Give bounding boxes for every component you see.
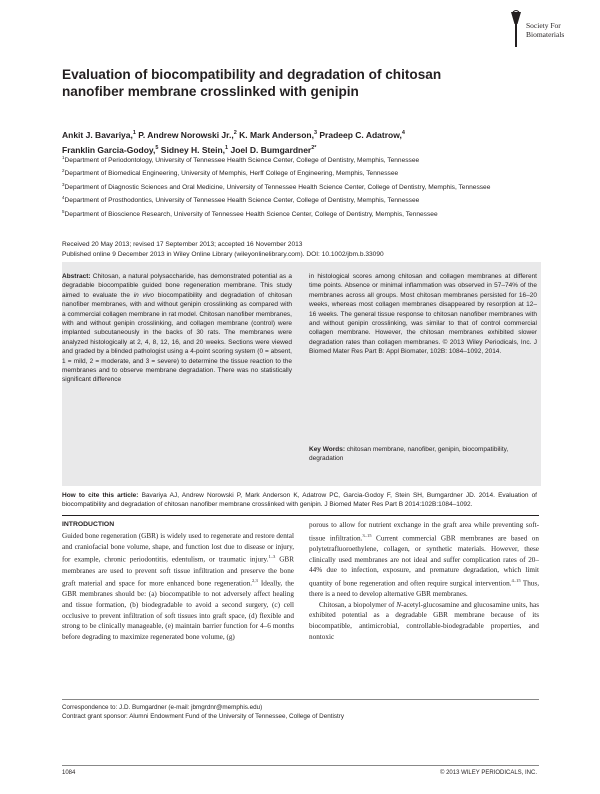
intro-text-a: Guided bone regeneration (GBR) is widely used to regenerate and restore dental and craniofacial bone volume, shape, and function lost due to disease or injury, for example, chronic periodontitis, edentulism, or traumatic injury. xyxy=(62,532,294,564)
author-name: Joel D. Bumgardner xyxy=(228,144,312,155)
ref-sup-b: 2,3 xyxy=(252,578,258,584)
affiliation-item xyxy=(62,193,532,206)
intro-text-c: Ideally, the GBR membranes should be: (a) biocompatible to not adversely affect healing and tissue formation, (b) biodegradable to avoid a second surgery, (c) cell occlusive to prevent infiltration of soft tissues into graft space, (d) flexible and strong to be clinically manageable, (e) maintain barrier function for 4–6 months before degrading to maximize regenerated bone volume, (g) xyxy=(62,579,294,642)
keywords xyxy=(309,445,537,464)
intro-column-1 xyxy=(62,531,294,643)
author-name: Pradeep C. Adatrow, xyxy=(317,129,402,140)
affiliation-item xyxy=(62,166,532,179)
correspondence-note xyxy=(62,703,537,721)
abstract-label: Abstract: xyxy=(62,273,91,280)
logo-line-2: Biomaterials xyxy=(526,29,565,39)
correspondence-line: Correspondence to: J.D. Bumgardner (e-mail: jbmgrdnr@memphis.edu) xyxy=(62,704,263,711)
received-dates: Received 20 May 2013; revised 17 September 2013; accepted 16 November 2013 xyxy=(62,241,303,248)
author-affiliation-sup: 2 xyxy=(233,130,237,136)
intro-text-g: Chitosan, a biopolymer of xyxy=(319,600,397,609)
author-affiliation-sup: 3 xyxy=(313,130,318,136)
copyright: © 2013 WILEY PERIODICALS, INC. xyxy=(440,770,538,776)
intro-text-h: -acetyl-glucosamine and glucosamine units, has exhibited potential as a degradable GBR membrane because of its biocompatible, antimicrobial, controllable-biodegradable properties, and nontoxic xyxy=(309,600,539,641)
grant-sponsor-line: Contract grant sponsor: Alumni Endowment Fund of the University of Tennessee, College of Dentistry xyxy=(62,713,344,720)
ref-sup-a: 1–3 xyxy=(268,554,276,560)
affiliation-item xyxy=(62,153,532,166)
author-affiliation-sup: 5 xyxy=(155,144,159,151)
ref-sup-c: 3–15 xyxy=(362,532,372,538)
citation xyxy=(62,491,537,510)
abstract-invivo: in vivo xyxy=(133,291,155,299)
author-name: Franklin Garcia-Godoy, xyxy=(62,144,156,155)
abstract-left-column xyxy=(62,272,292,385)
published-line: Published online 9 December 2013 in Wiley Online Library (wileyonlinelibrary.com). DOI: 10.1002/jbm.b.33090 xyxy=(62,250,384,258)
affiliation-sup: 5 xyxy=(62,208,65,214)
author-affiliation-sup: 1 xyxy=(132,130,136,136)
citation-divider xyxy=(62,515,539,516)
affiliation-text: Department of Biomedical Engineering, University of Memphis, Herff College of Engineering, Memphis, Tennessee xyxy=(64,170,399,178)
article-dates xyxy=(62,240,532,259)
citation-text: Bavariya AJ, Andrew Norowski P, Mark Anderson K, Adatrow PC, Garcia-Godoy F, Stein SH, Bumgardner JD. 2014. Evaluation of biocompatibility and degradation of chitosan nanofiber membrane crosslinked with genipin. J Biomed Mater Res Part B 2014:102B:1084–1092. xyxy=(62,492,537,509)
affiliation-text: Department of Bioscience Research, University of Tennessee Health Science Center, College of Dentistry, Memphis, Tennessee xyxy=(64,210,438,218)
intro-text-b: GBR membranes are used to prevent soft tissue infiltration and preserve the bone graft material and space for more enhanced bone regeneration. xyxy=(62,555,295,588)
torch-icon xyxy=(508,10,524,48)
page-number: 1084 xyxy=(62,770,76,776)
intro-text-e: Current commercial GBR membranes are based on polytetrafluoroethylene, collagen, or synthetic materials. However, these clinically used membranes are not ideal and suffer complication rates of 20–44% due to infection, exposure, and premature degradation, which limit quantity of bone regeneration and often require surgical intervention. xyxy=(309,534,539,588)
intro-text-d: porous to allow for nutrient exchange in the graft area while preventing soft-tissue infiltration. xyxy=(309,521,539,543)
author-name: Sidney H. Stein, xyxy=(158,144,226,155)
author-affiliation-sup: 4 xyxy=(401,130,405,136)
affiliation-sup: 1 xyxy=(62,155,65,160)
citation-label: How to cite this article: xyxy=(62,492,139,499)
abstract-right-column: in histological scores among chitosan and collagen membranes at different time points. Absence or minimal inflammation was observed in 57–74% of the membranes across all groups. Most chitosan membranes persisted for 16–20 weeks, whereas most collagen membranes disappeared by resorption at 12–16 weeks. The general tissue response to chitosan nanofiber membranes with and without genipin crosslinking, was similar to that of control commercial collagen membrane. However, the chitosan membranes exhibited slower degradation rates than collagen membranes. © 2013 Wiley Periodicals, Inc. J Biomed Mater Res Part B: Appl Biomater, 102B: 1084–1092, 2014. xyxy=(309,273,537,356)
author-affiliation-sup: 2* xyxy=(311,144,317,151)
keywords-text: chitosan membrane, nanofiber, genipin, biocompatibility, degradation xyxy=(309,446,509,463)
society-logo-text xyxy=(526,22,564,39)
author-name: Ankit J. Bavariya, xyxy=(62,129,133,140)
author-name: K. Mark Anderson, xyxy=(236,129,314,140)
intro-column-2 xyxy=(309,520,539,643)
ref-sup-d: 4–15 xyxy=(511,577,521,583)
author-name: P. Andrew Norowski Jr., xyxy=(135,129,234,140)
affiliation-item xyxy=(62,180,532,193)
logo-line-1: Society For xyxy=(526,21,561,30)
keywords-label: Key Words: xyxy=(309,446,345,453)
abstract-text-1: Chitosan, a natural polysaccharide, has demonstrated potential as a degradable biocompatible guided bone regeneration membrane. This study aimed to evaluate the xyxy=(62,273,292,299)
society-logo xyxy=(508,10,588,50)
affiliation-text: Department of Periodontology, University of Tennessee Health Science Center, College of Dentistry, Memphis, Tennessee xyxy=(64,157,420,165)
affiliation-list xyxy=(62,153,532,220)
affiliation-text: Department of Prosthodontics, University of Tennessee Health Science Center, College of Dentistry, Memphis, Tennessee xyxy=(64,197,420,205)
affiliation-text: Department of Diagnostic Sciences and Oral Medicine, University of Tennessee Health Science Center, College of Dentistry, Memphis, Tennessee xyxy=(64,183,491,191)
section-heading-introduction: INTRODUCTION xyxy=(62,521,115,528)
footer-divider xyxy=(62,765,539,766)
affiliation-item xyxy=(62,207,532,220)
abstract-text-2: biocompatibility and degradation of chitosan nanofiber membranes, with and without genipin crosslinking as compared with a commercial collagen membrane in rat model. Chitosan nanofiber membranes, with and without genipin crosslinking, and collagen membrane (control) were implanted subcutaneously in the backs of 30 rats. The membranes were analyzed histologically at 2, 4, 8, 12, 16, and 20 weeks. Sections were viewed and graded by a blinded pathologist using a 4-point scoring system (0 = absent, 1 = mild, 2 = moderate, and 3 = severe) to determine the tissue reaction to the membranes and to observe membrane degradation. There was no statistically significant difference xyxy=(62,291,292,384)
affiliation-sup: 4 xyxy=(62,195,65,201)
intro-text-f: Thus, there is a need to develop alternative GBR membranes. xyxy=(309,579,539,598)
footnote-divider xyxy=(62,699,539,700)
affiliation-sup: 3 xyxy=(62,181,65,187)
article-title: Evaluation of biocompatibility and degradation of chitosan nanofiber membrane crosslinked with genipin xyxy=(62,67,442,99)
author-affiliation-sup: 1 xyxy=(225,144,229,151)
intro-text-italic: N xyxy=(396,600,402,609)
affiliation-sup: 2 xyxy=(62,168,65,174)
